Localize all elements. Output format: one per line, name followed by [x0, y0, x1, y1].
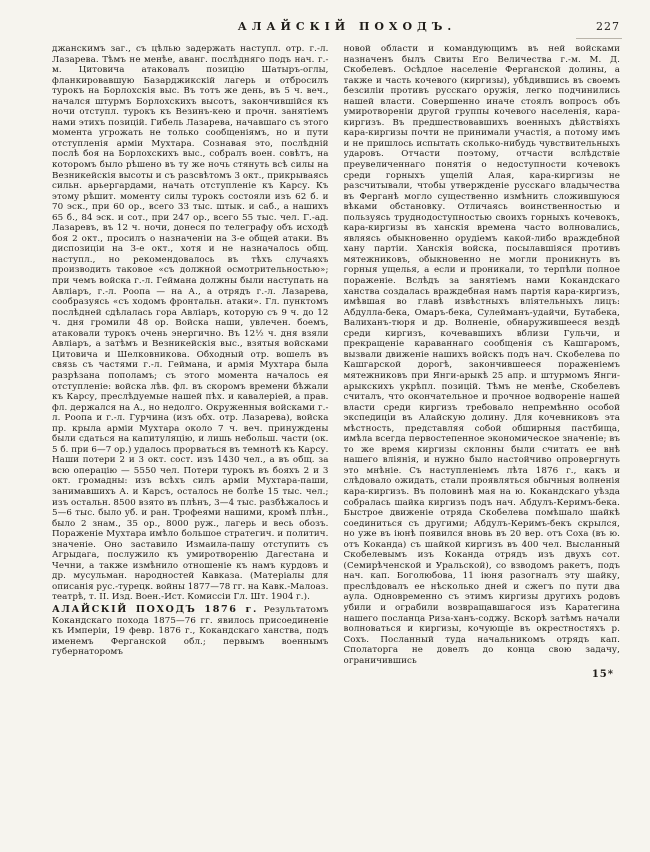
paragraph-right: новой области и командующимъ въ ней войсками назначенъ былъ Свиты Его Величества г.-м. М. Д. Скобелевъ. Осѣдлое населеніе Ферганской долины, а также и часть кочевого (киргизы), убѣдившись въ своемъ безсиліи противъ русскаго оружія, легко подчинились нашей власти. Совершенно иначе стоялъ вопросъ объ умиротвореніи другой группы кочевого населенія, кара-киргизъ. Въ предшествовавшихъ военныхъ дѣйствіяхъ кара-киргизы почти не принимали участія, а потому имъ и не пришлось испытать сколько-нибудь чувствительныхъ ударовъ. Отчасти поэтому, отчасти вслѣдствіе преувеличеннаго понятія о недоступности кочевокъ среди горныхъ ущелій Алая, кара-киргизы не разсчитывали, чтобы утвержденіе русскаго владычества въ Ферганѣ могло существенно измѣнить сложившуюся вѣками обстановку. Отличаясь воинственностью и пользуясь труднодоступностью своихъ горныхъ кочевокъ, кара-киргизы въ ханскія времена часто волновались, являясь обыкновенно орудіемъ какой-либо враждебной хану партіи. Ханскія войска, посылавшіяся противъ мятежниковъ, обыкновенно не могли проникнуть въ горныя ущелья, а если и проникали, то терпѣли полное пораженіе. Вслѣдъ за занятіемъ нами Кокандскаго ханства создалась враждебная намъ партія кара-киргизъ, имѣвшая во главѣ извѣстныхъ вліятельныхъ лицъ: Абдулла-бека, Омаръ-бека, Сулейманъ-удайчи, Бутабека, Валиханъ-тюря и др. Волненіе, обнаружившееся вездѣ среди киргизъ, кочевавшихъ вблизи Гульчи, и прекращеніе караваннаго сообщенія съ Кашгаромъ, вызвали движеніе нашихъ войскъ подъ нач. Скобелева по Кашгарской дорогѣ, закончившееся пораженіемъ мятежниковъ при Янги-арыкѣ 25 апр. и штурмомъ Янги-арыкскихъ укрѣпл. позицій. Тѣмъ не менѣе, Скобелевъ считалъ, что окончательное и прочное водвореніе нашей власти среди киргизъ требовало непремѣнно особой экспедиціи въ Алайскую долину. Для кочевниковъ эта мѣстность, представляя собой обширныя пастбища, имѣла всегда первостепенное экономическое значеніе; въ то же время киргизы склонны были считать ее внѣ нашего вліянія, и нужно было настойчиво опровергнуть это мнѣніе. Съ наступленіемъ лѣта 1876 г., какъ и слѣдовало ожидать, стали проявляться обычныя волненія кара-киргизъ. Въ половинѣ мая на ю. Кокандскаго уѣзда собралась шайка киргизъ подъ нач. Абдулъ-Керимъ-бека. Быстрое движеніе отряда Скобелева помѣшало шайкѣ соединиться съ другими; Абдулъ-Керимъ-бекъ скрылся, но уже въ іюнѣ появился вновь въ 20 вер. отъ Соха (въ ю. отъ Коканда) съ шайкой киргизъ въ 400 чел. Высланный Скобелевымъ изъ Коканда отрядъ изъ двухъ сот. (Семирѣченской и Уральской), со взводомъ ракетъ, подъ нач. кап. Боголюбова, 11 іюня разогналъ эту шайку, преслѣдовалъ ее нѣсколько дней и сжегъ по пути два аула. Одновременно съ этимъ киргизы другихъ родовъ убили и ограбили возвращавшагося изъ Каратегина нашего посланца Риза-ханъ-соджу. Вскорѣ затѣмъ начали волноваться и киргизы, кочующіе въ окрестностяхъ р. Сохъ. Посланный туда начальникомъ отрядъ кап. Сполаторга не довелъ до конца свою задачу, ограничившись: [343, 44, 620, 666]
running-title: АЛАЙСКІЙ ПОХОДЪ.: [237, 20, 457, 33]
page-header: [52, 20, 620, 38]
text-columns: [52, 44, 620, 844]
paragraph-continuation: джанскимъ заг., съ цѣлью задержать наступл. отр. г.-л. Лазарева. Тѣмъ не менѣе, аванг. послѣдняго подъ нач. г.-м. Цитовича атаковалъ позицію Шатыръ-оглы, фланкировавшую Базарджикскій лагерь и отбросилъ турокъ на Борлохскія выс. Въ тотъ же день, въ 5 ч. веч., начался штурмъ Борлохскихъ высотъ, закончившійся къ ночи отступл. турокъ къ Везинъ-кею и прочн. занятіемъ нами этихъ позицій. Гибель Лазарева, начавшаго съ этого момента угрожать не только сообщеніямъ, но и пути отступленія арміи Мухтара. Сознавая это, послѣдній послѣ боя на Борлохскихъ выс., собралъ воен. совѣтъ, на которомъ было рѣшено въ ту же ночь стянуть всѣ силы на Везникейскія высоты и съ разсвѣтомъ 3 окт., прикрываясь сильн. арьергардами, начать отступленіе къ Карсу. Къ этому рѣшит. моменту силы турокъ состояли изъ 62 б. и 70 эск., при 60 ор., всего 33 тыс. штык. и саб., а нашихъ 65 б., 84 эск. и сот., при 247 ор., всего 55 тыс. чел. Г.-ад. Лазаревъ, въ 12 ч. ночи, донеся по телеграфу объ исходѣ боя 2 окт., просилъ о назначеніи на 3-е общей атаки. Въ диспозиціи на 3-е окт., хотя и не назначалось общ. наступл., но рекомендовалось въ тѣхъ случаяхъ производить таковое «съ должной осмотрительностью»; при чемъ войска г.-л. Геймана должны были наступать на Авліаръ, г.-л. Роопа — на А., а отрядъ г.-л. Лазарева, сообразуясь «съ ходомъ фронтальн. атаки». Гл. пунктомъ послѣдней сдѣлалась гора Авліаръ, которую съ 9 ч. до 12 ч. дня громили 48 ор. Войска наши, увлечен. боемъ, атаковали турокъ очень энергично. Въ 12½ ч. дня взяли Авліаръ, а затѣмъ и Везникейскія выс., взятыя войсками Цитовича и Шелковникова. Обходный отр. вошелъ въ связь съ частями г.-л. Геймана, и армія Мухтара была разрѣзана пополамъ; съ этого момента началось ея отступленіе: войска лѣв. фл. въ скоромъ времени бѣжали къ Карсу, преслѣдуемые нашей пѣх. и кавалеріей, а прав. фл. держался на А., но недолго. Окруженныя войсками г.-л. Роопа и г.-л. Гурчина (изъ обх. отр. Лазарева), войска пр. крыла арміи Мухтара около 7 ч. веч. принуждены были сдаться на капитуляцію, и лишь небольш. части (ок. 5 б. при 6—7 ор.) удалось прорваться въ темнотѣ къ Карсу. Наши потери 2 и 3 окт. сост. изъ 1430 чел., а въ общ. за всю операцію — 5550 чел. Потери турокъ въ бояхъ 2 и 3 окт. громадны: изъ всѣхъ силъ арміи Мухтара-паши, занимавшихъ А. и Карсъ, осталось не болѣе 15 тыс. чел.; изъ остальн. 8500 взято въ плѣнъ, 3—4 тыс. разбѣжалось и 5—6 тыс. было уб. и ран. Трофеями нашими, кромѣ плѣн., было 2 знам., 35 ор., 8000 руж., лагерь и весь обозъ. Пораженіе Мухтара имѣло большое стратегич. и политич. значеніе. Оно заставило Измаила-пашу отступить съ Агрыдага, послужило къ умиротворенію Дагестана и Чечни, а также измѣнило отношеніе къ намъ курдовъ и др. мусульман. народностей Кавказа. (Матеріалы для описанія рус.-турецк. войны 1877—78 гг. на Кавк.-Малоаз. театрѣ, т. II. Изд. Воен.-Ист. Комиссіи Гл. Шт. 1904 г.).: [52, 44, 329, 603]
article-start: [52, 605, 329, 658]
signature-mark: 15*: [591, 669, 614, 681]
left-column: [52, 44, 329, 844]
header-rule: [576, 38, 622, 39]
right-column: [344, 44, 621, 844]
page-number: 227: [596, 20, 620, 33]
article-heading: АЛАЙСКІЙ ПОХОДЪ 1876 г.: [52, 603, 258, 615]
article-lead-text: Результатомъ Кокандскаго похода 1875—76 гг. явилось присоединеніе къ Имперіи, 19 февр. 1876 г., Кокандскаго ханства, подъ именемъ Ферганской обл.; первымъ военнымъ губернаторомъ: [52, 604, 329, 658]
